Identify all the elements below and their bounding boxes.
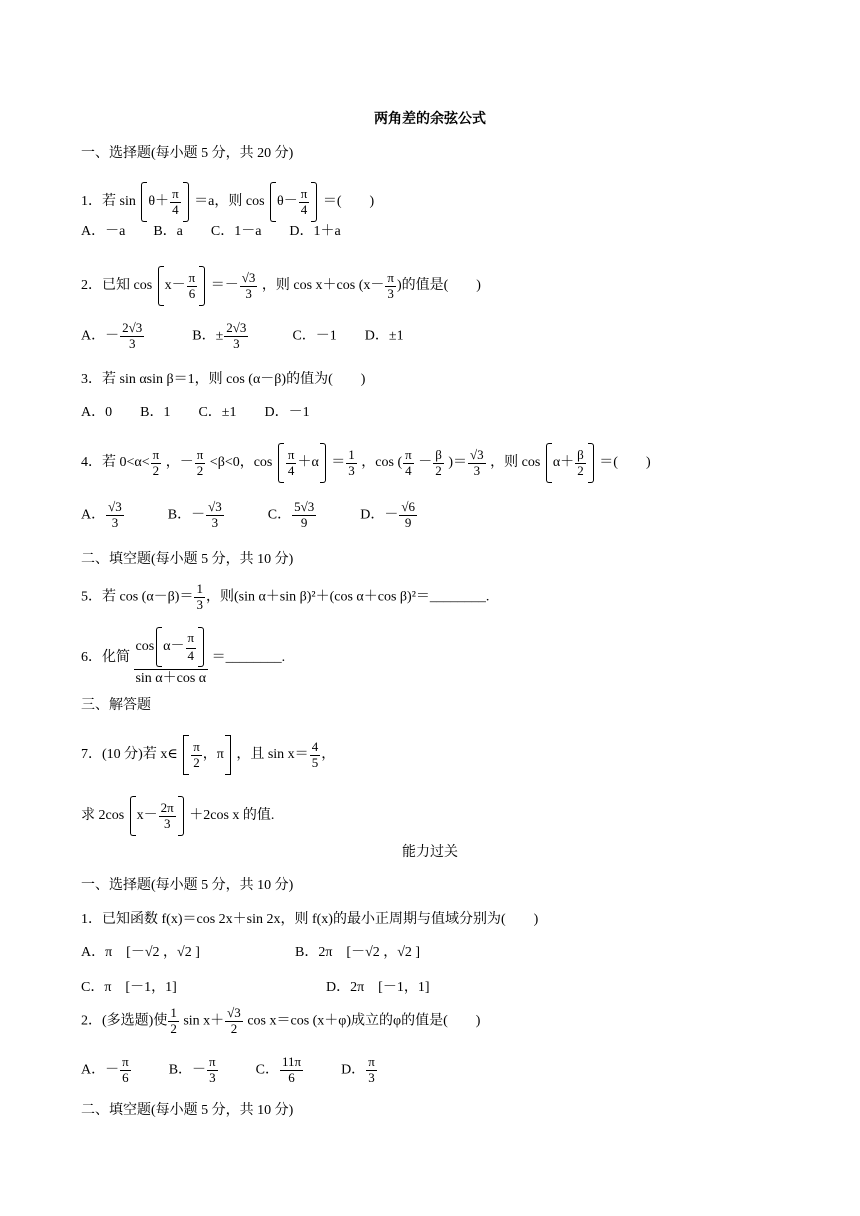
question-7-part: 求 2cos x－ 2π 3 ＋2cos x 的值. <box>81 796 274 836</box>
section-heading: 二、填空题(每小题 5 分，共 10 分) <box>81 1103 294 1118</box>
question-4: 4．若 0<α< $\frac{\pi}{2}$ ，－ $\frac{\pi}{2}$ <β<0，cos π 4 ＋α ＝ $\frac{1}{3}$ ，cos ( $\frac{\pi}{4}$ － $\frac{\beta}{2}$ )＝ $\frac{√3}{3}$ ，则 cos α＋ β 2 ＝( ) <box>81 443 651 483</box>
question-5: 5．若 cos (α－β)＝ $\frac{1}{3}$ ，则(sin α＋sin β)²＋(cos α＋cos β)²＝________. <box>81 581 490 612</box>
problem-2: 2．(多选题)使 $\frac{1}{2}$ sin x＋ $\frac{√3}{2}$ cos x＝cos (x＋φ)成立的φ的值是( ) <box>81 1005 481 1036</box>
question-1-options: A．－a B．a C．1－a D．1＋a <box>81 224 341 239</box>
problem-1-option-c: C．π [－1，1] <box>81 980 177 995</box>
paren-expression: x－ π 6 <box>158 266 206 306</box>
section-heading: 一、选择题(每小题 5 分，共 10 分) <box>81 878 294 893</box>
problem-1: 1．已知函数 f(x)＝cos 2x＋sin 2x，则 f(x)的最小正周期与值域分别为( ) <box>81 912 539 927</box>
paren-expression: θ－ π 4 <box>270 182 317 222</box>
question-3-options: A．0 B．1 C．±1 D．－1 <box>81 405 310 420</box>
paren-expression: θ＋ π 4 <box>141 182 188 222</box>
question-1: 1．若 sin θ＋ π 4 ＝a，则 cos θ－ π 4 ＝( ) <box>81 182 374 222</box>
problem-1-option-d: D．2π [－1，1] <box>326 980 430 995</box>
page-title: 两角差的余弦公式 <box>374 112 486 127</box>
section-heading: 一、选择题(每小题 5 分，共 20 分) <box>81 146 294 161</box>
question-7: 7．(10 分)若 x∈ π 2 ，π ，且 sin x＝ $\frac{4}{5}$ ， <box>81 735 335 775</box>
question-2-options: A．－ $\frac{2√3}{3}$ B．± $\frac{2√3}{3}$ C．－1 D．±1 <box>81 320 404 351</box>
question-3: 3．若 sin αsin β＝1，则 cos (α－β)的值为( ) <box>81 372 366 387</box>
section-title: 能力过关 <box>402 845 458 860</box>
fraction: cos α－ π 4 sin α＋cos α <box>134 627 209 688</box>
problem-1-option-b: B．2π [－√2 ，√2 ] <box>295 945 421 960</box>
problem-2-options: A．－ $\frac{\pi}{6}$ B．－ $\frac{\pi}{3}$ C． $\frac{11\pi}{6}$ D． $\frac{\pi}{3}$ <box>81 1054 375 1085</box>
question-6: 6．化简 cos α－ π 4 sin α＋cos α ＝________. <box>81 627 285 688</box>
fraction: $\frac{√3}{3}$ <box>241 269 256 301</box>
question-4-options: A． $\frac{√3}{3}$ B．－ $\frac{√3}{3}$ C． $\frac{5√3}{9}$ D．－ $\frac{√6}{9}$ <box>81 499 415 530</box>
fraction: $\frac{\pi}{3}$ <box>387 269 394 301</box>
question-2: 2．已知 cos x－ π 6 ＝－ $\frac{√3}{3}$ ，则 cos x＋cos (x－ $\frac{\pi}{3}$ )的值是( ) <box>81 266 481 306</box>
problem-1-option-a: A．π [－√2 ，√2 ] <box>81 945 200 960</box>
section-heading: 三、解答题 <box>81 698 151 713</box>
section-heading: 二、填空题(每小题 5 分，共 10 分) <box>81 552 294 567</box>
